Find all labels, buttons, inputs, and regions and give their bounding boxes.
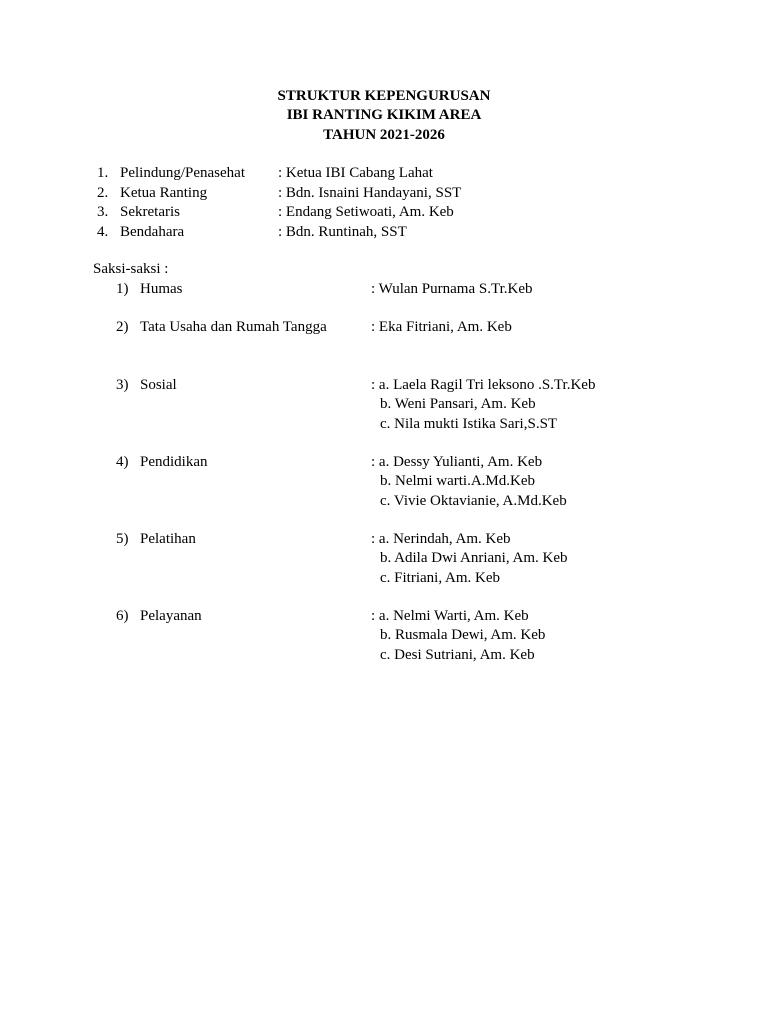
saksi-names bbox=[371, 376, 595, 434]
saksi-names bbox=[371, 607, 545, 665]
pengurus-value: : Ketua IBI Cabang Lahat bbox=[278, 165, 433, 181]
saksi-name: : Wulan Purnama S.Tr.Keb bbox=[371, 281, 533, 297]
saksi-name: b. Nelmi warti.A.Md.Keb bbox=[380, 473, 535, 490]
saksi-names bbox=[371, 530, 568, 588]
title-line-2: IBI RANTING KIKIM AREA bbox=[286, 107, 482, 124]
saksi-label: Humas bbox=[140, 281, 183, 297]
pengurus-number: 2. bbox=[97, 184, 109, 201]
saksi-heading: Saksi-saksi : bbox=[93, 261, 169, 277]
saksi-name: c. Fitriani, Am. Keb bbox=[380, 569, 500, 586]
document-title bbox=[0, 87, 768, 145]
pengurus-role: Pelindung/Penasehat bbox=[120, 165, 245, 181]
saksi-label: Pelayanan bbox=[140, 608, 202, 624]
saksi-name: : a. Nerindah, Am. Keb bbox=[371, 531, 511, 547]
pengurus-role: Sekretaris bbox=[120, 204, 180, 220]
saksi-name: : a. Dessy Yulianti, Am. Keb bbox=[371, 454, 543, 470]
saksi-name: : Eka Fitriani, Am. Keb bbox=[371, 319, 512, 335]
saksi-number: 6) bbox=[116, 608, 129, 624]
saksi-name: : a. Nelmi Warti, Am. Keb bbox=[371, 608, 529, 624]
saksi-names bbox=[371, 280, 532, 299]
saksi-label: Pelatihan bbox=[140, 531, 196, 547]
saksi-names bbox=[371, 453, 567, 511]
saksi-name: b. Adila Dwi Anriani, Am. Keb bbox=[380, 550, 568, 567]
saksi-number: 4) bbox=[116, 454, 129, 470]
pengurus-role: Ketua Ranting bbox=[120, 184, 208, 201]
saksi-number: 5) bbox=[116, 531, 129, 547]
pengurus-value: : Endang Setiwoati, Am. Keb bbox=[278, 204, 454, 220]
saksi-label: Pendidikan bbox=[140, 454, 208, 470]
saksi-name: b. Weni Pansari, Am. Keb bbox=[380, 396, 536, 413]
pengurus-value: : Bdn. Runtinah, SST bbox=[278, 223, 407, 240]
pengurus-number: 4. bbox=[97, 223, 109, 240]
saksi-name: : a. Laela Ragil Tri leksono .S.Tr.Keb bbox=[371, 377, 596, 393]
pengurus-role: Bendahara bbox=[120, 223, 185, 240]
saksi-name: c. Desi Sutriani, Am. Keb bbox=[380, 646, 535, 663]
saksi-name: b. Rusmala Dewi, Am. Keb bbox=[380, 627, 546, 644]
title-line-1: STRUKTUR KEPENGURUSAN bbox=[277, 88, 491, 104]
saksi-number: 2) bbox=[116, 319, 129, 335]
saksi-number: 1) bbox=[116, 281, 129, 297]
title-line-3: TAHUN 2021-2026 bbox=[323, 126, 445, 143]
pengurus-number: 3. bbox=[97, 204, 109, 220]
saksi-names bbox=[371, 318, 512, 337]
saksi-number: 3) bbox=[116, 377, 129, 393]
saksi-name: c. Nila mukti Istika Sari,S.ST bbox=[380, 415, 558, 432]
pengurus-value: : Bdn. Isnaini Handayani, SST bbox=[278, 184, 462, 201]
saksi-label: Sosial bbox=[140, 377, 177, 393]
pengurus-number: 1. bbox=[97, 165, 109, 181]
saksi-label: Tata Usaha dan Rumah Tangga bbox=[140, 319, 327, 335]
saksi-name: c. Vivie Oktavianie, A.Md.Keb bbox=[380, 492, 567, 509]
